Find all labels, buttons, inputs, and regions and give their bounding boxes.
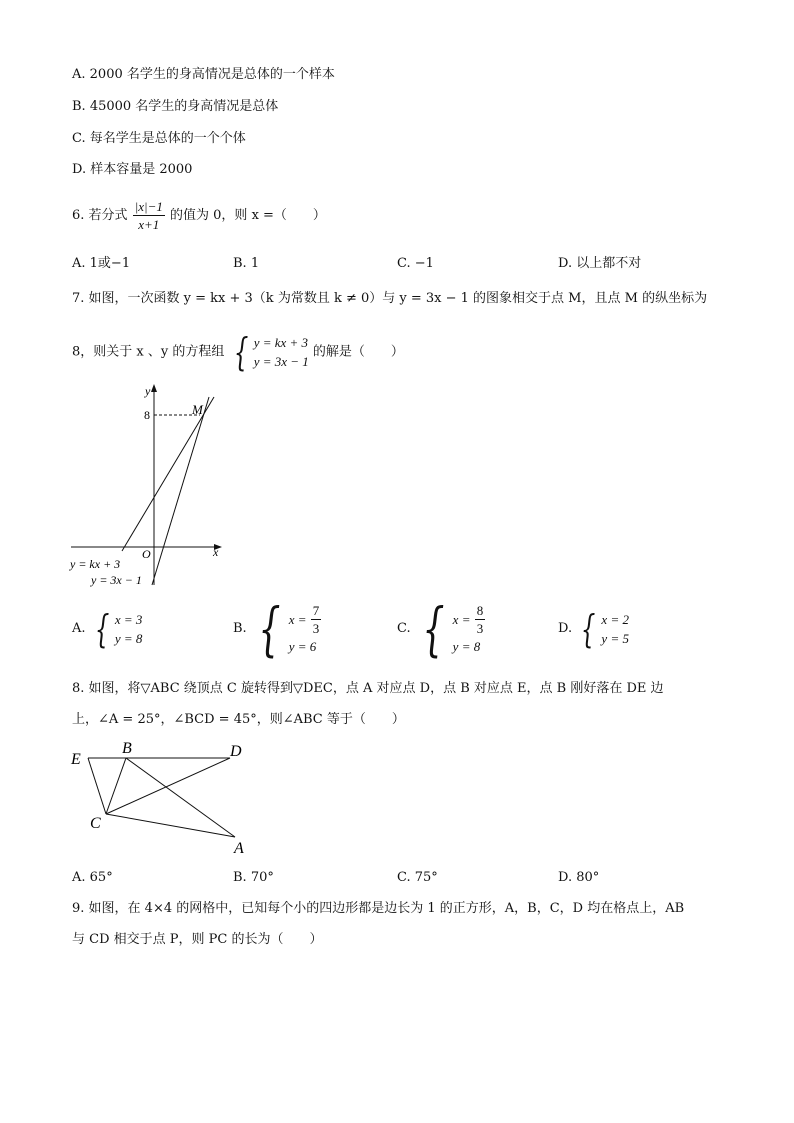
q7-option-b-x (289, 602, 323, 637)
q7-option-d-y: y = 5 (601, 631, 629, 646)
q8-stem-line1: 8. 如图，将▽ABC 绕顶点 C 旋转得到▽DEC，点 A 对应点 D，点 B 对应点 E，点 B 刚好落在 DE 边 (72, 681, 664, 696)
q7-option-a (72, 607, 143, 651)
q7-option-b-num: 7 (312, 603, 320, 618)
q7-option-a-x: x = 3 (114, 612, 143, 627)
q7-option-b-y: y = 6 (288, 639, 317, 654)
label-A: A (234, 840, 244, 857)
q7-option-b-den: 3 (312, 621, 320, 636)
label-C: C (90, 815, 101, 832)
q7-option-c-y: y = 8 (452, 639, 481, 654)
tick-8-label: 8 (144, 408, 150, 422)
q7-option-c-x (453, 602, 487, 637)
origin-label: O (142, 547, 151, 561)
q7-option-b (233, 595, 322, 663)
brace-glyph: { (581, 607, 596, 651)
q8-stem-line2: 上，∠A = 25°，∠BCD = 45°，则∠ABC 等于（ ） (72, 712, 405, 727)
q7-line2-prefix: 8，则关于 x 、y 的方程组 (72, 344, 225, 360)
q7-graph (66, 380, 236, 592)
brace-glyph: { (233, 330, 248, 374)
line-3x-minus-1-label: y = 3x − 1 (91, 573, 142, 587)
q7-line2-suffix: 的解是（ ） (312, 344, 404, 360)
q7-option-d (558, 607, 629, 651)
q7-equation-system (229, 330, 309, 374)
line-kx-plus-3 (122, 397, 214, 551)
q7-option-b-letter: B. (233, 621, 247, 636)
q8-triangle-figure (68, 737, 268, 862)
y-axis-label: y (145, 384, 151, 398)
brace-glyph: { (258, 595, 281, 663)
brace-glyph: { (94, 607, 110, 651)
q7-option-a-y: y = 8 (114, 631, 143, 646)
edge-EC (88, 758, 106, 814)
q7-option-c-den: 3 (476, 621, 484, 636)
q7-option-c-x-pre: x = (452, 612, 471, 627)
line-kx-plus-3-label: y = kx + 3 (70, 557, 121, 571)
label-D: D (230, 743, 242, 760)
q8-option-a: A. 65° (72, 870, 113, 885)
q7-eq2: y = 3x − 1 (253, 354, 309, 369)
edge-CD (106, 758, 230, 814)
q7-option-d-x: x = 2 (601, 612, 629, 627)
q6-prefix: 6. 若分式 (72, 208, 128, 223)
edge-BC (106, 758, 126, 814)
q5-option-b: B. 45000 名学生的身高情况是总体 (72, 99, 279, 114)
q7-option-b-x-pre: x = (288, 612, 307, 627)
q6-option-b: B. 1 (233, 256, 260, 271)
q7-stem-line1: 7. 如图，一次函数 y = kx + 3（k 为常数且 k ≠ 0）与 y = 3x − 1 的图象相交于点 M，且点 M 的纵坐标为 (72, 291, 708, 306)
q9-stem-line1: 9. 如图，在 4×4 的网格中，已知每个小的四边形都是边长为 1 的正方形，A，B，C，D 均在格点上，AB (72, 901, 685, 916)
x-axis-label: x (213, 545, 219, 559)
q6-option-a: A. 1或−1 (72, 256, 131, 271)
q5-option-d: D. 样本容量是 2000 (72, 162, 193, 177)
q7-option-a-system (90, 607, 143, 651)
q7-stem-line2 (72, 330, 404, 374)
q6-denominator: x+1 (138, 217, 160, 232)
q7-option-c-system (415, 595, 486, 663)
q6-suffix: 的值为 0，则 x =（ ） (170, 208, 326, 223)
y-axis-arrow (151, 384, 157, 392)
q7-option-c-letter: C. (397, 621, 411, 636)
q7-option-d-system (576, 607, 629, 651)
brace-glyph: { (422, 595, 445, 663)
q7-option-b-system (251, 595, 322, 663)
q5-option-c: C. 每名学生是总体的一个个体 (72, 131, 246, 146)
q6-numerator: |x|−1 (134, 199, 163, 214)
q7-option-b-fraction (311, 602, 322, 637)
q6-option-d: D. 以上都不对 (558, 256, 642, 271)
q9-stem-line2: 与 CD 相交于点 P，则 PC 的长为（ ） (72, 932, 323, 947)
q5-option-a: A. 2000 名学生的身高情况是总体的一个样本 (72, 67, 335, 82)
q6-stem (72, 198, 326, 233)
q8-option-b: B. 70° (233, 870, 274, 885)
label-B: B (122, 740, 132, 757)
label-E: E (71, 751, 81, 768)
q7-option-a-letter: A. (72, 621, 86, 636)
q7-option-d-letter: D. (558, 621, 573, 636)
q6-option-c: C. −1 (397, 256, 434, 271)
q8-option-d: D. 80° (558, 870, 600, 885)
q7-option-c-num: 8 (476, 603, 484, 618)
q6-fraction (133, 198, 165, 233)
q7-option-c-fraction (475, 602, 486, 637)
q7-eq1: y = kx + 3 (253, 335, 309, 350)
line-3x-minus-1 (152, 397, 209, 585)
q7-option-c (397, 595, 486, 663)
edge-CA (106, 814, 235, 837)
point-m-label: M (192, 402, 203, 417)
q8-option-c: C. 75° (397, 870, 438, 885)
